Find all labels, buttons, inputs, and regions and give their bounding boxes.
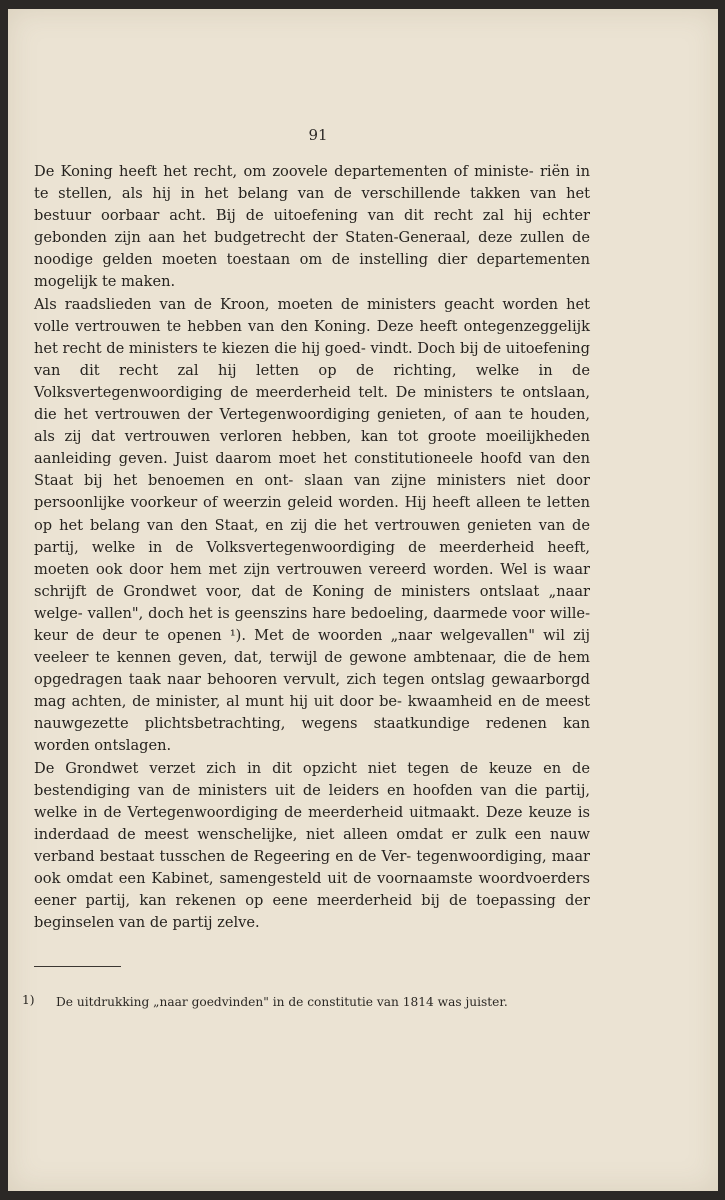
footnote-marker: 1) [22,993,35,1007]
paragraph-2: Als raadslieden van de Kroon, moeten de ministers geacht worden het volle vertrouwen te hebben van den Koning. Deze heeft ontegenzeggelijk het recht de ministers te kiezen die hij goed- vindt. Doch bij de uitoefening van dit recht zal hij letten op de richting, welke in de Volksvertegenwoordiging de meerderheid telt. De ministers te ontslaan, die het vertrouwen der Vertegenwoordiging genieten, of aan te houden, als zij dat vertrouwen verloren hebben, kan tot groote moeilijkheden aanleiding geven. Juist daarom moet het constitutioneele hoofd van den Staat bij het benoemen en ont- slaan van zijne ministers niet door persoonlijke voorkeur of weerzin geleid worden. Hij heeft alleen te letten op het belang van den Staat, en zij die het vertrouwen genieten van de partij, welke in de Volksvertegenwoordiging de meerderheid heeft, moeten ook door hem met zijn vertrouwen vereerd worden. Wel is waar schrijft de Grondwet voor, dat de Koning de ministers ontslaat „naar welge- vallen", doch het is geenszins hare bedoeling, daarmede voor wille- keur de deur te openen ¹). Met de woorden „naar welgevallen" wil zij veeleer te kennen geven, dat, terwijl de gewone ambtenaar, die de hem opgedragen taak naar behooren vervult, zich tegen ontslag gewaarborgd mag achten, de minister, al munt hij uit door be- kwaamheid en de meest nauwgezette plichtsbetrachting, wegens staatkundige redenen kan worden ontslagen. [34,295,590,755]
body-text [34,161,590,934]
footnote [34,993,590,1012]
paragraph-3: De Grondwet verzet zich in dit opzicht niet tegen de keuze en de bestendiging van de ministers uit de leiders en hoofden van die partij, welke in de Vertegenwoordiging de meerderheid uitmaakt. Deze keuze is inderdaad de meest wenschelijke, niet alleen omdat er zulk een nauw verband bestaat tusschen de Regeering en de Ver- tegenwoordiging, maar ook omdat een Kabinet, samengesteld uit de voornaamste woordvoerders eener partij, kan rekenen op eene meerderheid bij de toepassing der beginselen van de partij zelve. [34,759,590,932]
paragraph-1: De Koning heeft het recht, om zoovele departementen of ministe- riën in te stellen, als hij in het belang van de verschillende takken van het bestuur oorbaar acht. Bij de uitoefening van dit recht zal hij echter gebonden zijn aan het budgetrecht der Staten-Generaal, deze zullen de noodige gelden moeten toestaan om de instelling dier departementen mogelijk te maken. [34,163,590,291]
footnote-text: De uitdrukking „naar goedvinden" in de constitutie van 1814 was juister. [56,995,508,1009]
footnote-rule [34,966,121,967]
book-page [8,9,718,1191]
page-number: 91 [308,126,328,144]
